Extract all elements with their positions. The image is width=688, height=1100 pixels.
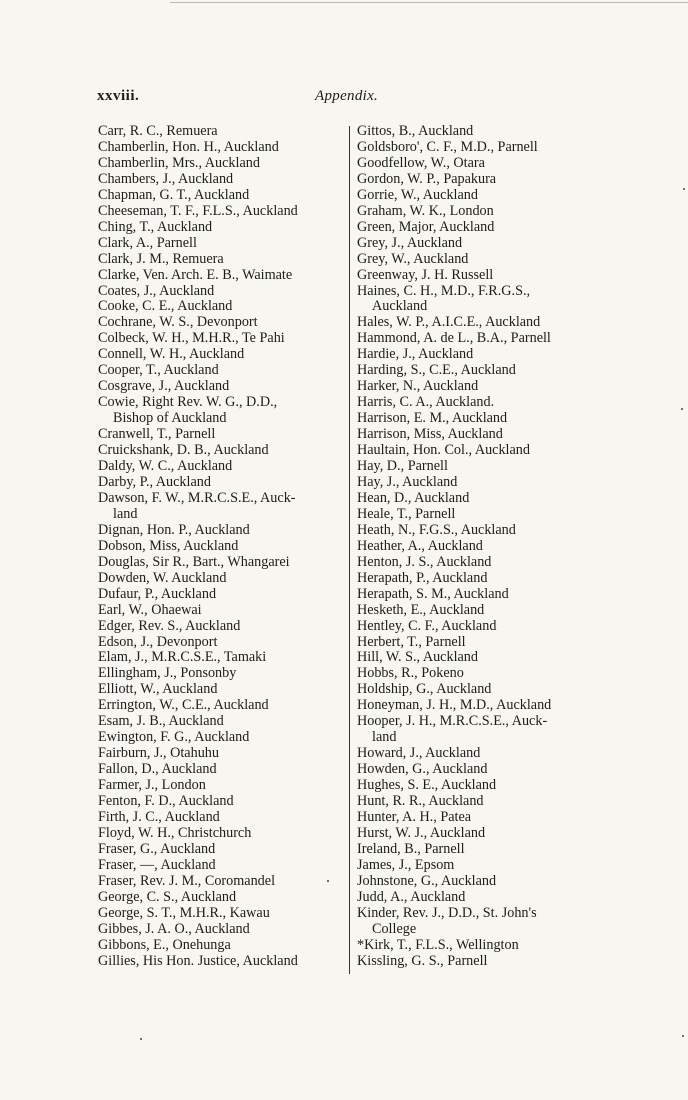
list-entry — [357, 491, 609, 507]
entry-line: Bishop of Auckland — [113, 410, 227, 427]
entry-line: Floyd, W. H., Christchurch — [98, 824, 252, 841]
entry-line: Judd, A., Auckland — [357, 888, 466, 905]
entry-line: Chamberlin, Mrs., Auckland — [98, 154, 260, 171]
entry-line: Haultain, Hon. Col., Auckland — [357, 442, 530, 459]
entry-line: Dufaur, P., Auckland — [98, 585, 217, 602]
list-entry — [98, 252, 350, 268]
list-entry — [357, 810, 609, 826]
entry-line: Edson, J., Devonport — [98, 633, 218, 650]
running-title: Appendix. — [315, 88, 379, 104]
entry-line: College — [372, 920, 417, 937]
entry-line: Edger, Rev. S., Auckland — [98, 617, 241, 634]
entry-line: Harrison, E. M., Auckland — [357, 410, 508, 427]
list-entry — [357, 507, 609, 523]
list-entry — [357, 635, 609, 651]
entry-line: Dobson, Miss, Auckland — [98, 537, 239, 554]
entry-line: Chapman, G. T., Auckland — [98, 186, 250, 203]
entry-line: Harrison, Miss, Auckland — [357, 426, 503, 443]
entry-line: Grey, W., Auckland — [357, 250, 469, 267]
list-entry — [357, 379, 609, 395]
entry-line: Darby, P., Auckland — [98, 473, 211, 490]
entry-line: Chamberlin, Hon. H., Auckland — [98, 138, 279, 155]
entry-line: Herbert, T., Parnell — [357, 633, 466, 650]
list-entry — [98, 331, 350, 347]
entry-line: Green, Major, Auckland — [357, 218, 495, 235]
list-entry — [98, 826, 350, 842]
list-entry — [98, 188, 350, 204]
list-entry — [357, 698, 609, 714]
list-entry — [357, 938, 609, 954]
entry-line: Coates, J., Auckland — [98, 282, 215, 299]
list-entry — [357, 539, 609, 555]
entry-line: Colbeck, W. H., M.H.R., Te Pahi — [98, 330, 285, 347]
entry-line: Connell, W. H., Auckland — [98, 346, 245, 363]
entry-line: Hales, W. P., A.I.C.E., Auckland — [357, 314, 541, 331]
list-entry — [357, 268, 609, 284]
list-entry — [98, 666, 350, 682]
entry-line: James, J., Epsom — [357, 856, 455, 873]
entry-line: Fallon, D., Auckland — [98, 761, 217, 778]
entry-line: Fenton, F. D., Auckland — [98, 793, 234, 810]
entry-line: George, S. T., M.H.R., Kawau — [98, 904, 270, 921]
list-entry — [98, 635, 350, 651]
entry-line: Carr, R. C., Remuera — [98, 123, 218, 139]
list-entry — [357, 587, 609, 603]
list-entry — [98, 890, 350, 906]
entry-line: Howard, J., Auckland — [357, 745, 481, 762]
page-number: xxviii. — [97, 88, 140, 104]
entry-line: Hughes, S. E., Auckland — [357, 777, 497, 794]
list-entry — [98, 858, 350, 874]
list-entry — [98, 395, 350, 427]
entry-line: Earl, W., Ohaewai — [98, 601, 202, 618]
entry-line: Gibbes, J. A. O., Auckland — [98, 920, 250, 937]
entry-line: Fraser, —, Auckland — [98, 856, 216, 873]
entry-line: Hammond, A. de L., B.A., Parnell — [357, 330, 551, 347]
list-entry — [98, 140, 350, 156]
entry-line: Hill, W. S., Auckland — [357, 649, 478, 666]
list-entry — [357, 650, 609, 666]
list-entry — [357, 124, 609, 140]
list-entry — [98, 842, 350, 858]
list-entry — [357, 315, 609, 331]
list-entry — [98, 906, 350, 922]
list-entry — [357, 954, 609, 970]
entry-line: Clark, A., Parnell — [98, 234, 197, 251]
entry-line: Dawson, F. W., M.R.C.S.E., Auck- — [98, 489, 296, 506]
list-entry — [357, 619, 609, 635]
list-entry — [98, 587, 350, 603]
entry-line: Heale, T., Parnell — [357, 505, 456, 522]
entry-line: Hunt, R. R., Auckland — [357, 793, 484, 810]
entry-line: Dowden, W. Auckland — [98, 569, 227, 586]
list-entry — [357, 603, 609, 619]
entry-line: Harris, C. A., Auckland. — [357, 394, 495, 411]
list-entry — [357, 427, 609, 443]
list-entry — [98, 762, 350, 778]
entry-line: Goldsboro', C. F., M.D., Parnell — [357, 138, 538, 155]
entry-line: Clark, J. M., Remuera — [98, 250, 224, 267]
page-header — [97, 88, 567, 110]
entry-line: Greenway, J. H. Russell — [357, 266, 494, 283]
list-entry — [98, 938, 350, 954]
list-entry — [98, 443, 350, 459]
entry-line: Johnstone, G., Auckland — [357, 872, 497, 889]
entry-line: Ching, T., Auckland — [98, 218, 213, 235]
entry-line: Hentley, C. F., Auckland — [357, 617, 497, 634]
list-entry — [98, 714, 350, 730]
entry-line: Hooper, J. H., M.R.C.S.E., Auck- — [357, 713, 548, 730]
list-entry — [98, 954, 350, 970]
list-entry — [357, 284, 609, 316]
list-entry — [357, 890, 609, 906]
list-entry — [98, 427, 350, 443]
list-entry — [357, 682, 609, 698]
list-entry — [98, 284, 350, 300]
list-entry — [357, 571, 609, 587]
left-column — [98, 124, 350, 970]
list-entry — [357, 140, 609, 156]
list-entry — [357, 794, 609, 810]
entry-line: Hay, J., Auckland — [357, 473, 458, 490]
list-entry — [98, 299, 350, 315]
list-entry — [98, 698, 350, 714]
entry-line: land — [372, 729, 397, 746]
list-entry — [357, 475, 609, 491]
entry-line: Goodfellow, W., Otara — [357, 154, 485, 171]
entry-line: Daldy, W. C., Auckland — [98, 458, 233, 475]
entry-line: Cosgrave, J., Auckland — [98, 378, 230, 395]
top-edge-line — [170, 2, 688, 3]
list-entry — [357, 746, 609, 762]
entry-line: Hay, D., Parnell — [357, 458, 448, 475]
entry-line: Gordon, W. P., Papakura — [357, 170, 497, 187]
list-entry — [357, 714, 609, 746]
list-entry — [357, 395, 609, 411]
list-entry — [357, 459, 609, 475]
list-entry — [98, 523, 350, 539]
column-divider — [349, 126, 350, 974]
list-entry — [98, 778, 350, 794]
list-entry — [357, 172, 609, 188]
entry-line: Cruickshank, D. B., Auckland — [98, 442, 269, 459]
entry-line: Graham, W. K., London — [357, 202, 494, 219]
entry-line: Kissling, G. S., Parnell — [357, 952, 488, 969]
list-entry — [98, 682, 350, 698]
list-entry — [98, 603, 350, 619]
entry-line: Hurst, W. J., Auckland — [357, 824, 486, 841]
margin-speck — [681, 408, 683, 410]
entry-line: Ireland, B., Parnell — [357, 840, 465, 857]
list-entry — [98, 379, 350, 395]
list-entry — [98, 315, 350, 331]
list-entry — [357, 156, 609, 172]
entry-line: Esam, J. B., Auckland — [98, 713, 224, 730]
entry-line: Hobbs, R., Pokeno — [357, 665, 464, 682]
margin-speck — [327, 880, 329, 882]
list-entry — [357, 331, 609, 347]
entry-line: Heather, A., Auckland — [357, 537, 483, 554]
list-entry — [98, 922, 350, 938]
entry-line: Cochrane, W. S., Devonport — [98, 314, 258, 331]
list-entry — [98, 475, 350, 491]
list-entry — [98, 539, 350, 555]
list-entry — [357, 236, 609, 252]
entry-line: Clarke, Ven. Arch. E. B., Waimate — [98, 266, 293, 283]
list-entry — [98, 459, 350, 475]
entry-line: Henton, J. S., Auckland — [357, 553, 492, 570]
list-entry — [98, 619, 350, 635]
entry-line: Honeyman, J. H., M.D., Auckland — [357, 697, 552, 714]
entry-line: Howden, G., Auckland — [357, 761, 488, 778]
entry-line: Ewington, F. G., Auckland — [98, 729, 250, 746]
list-entry — [357, 666, 609, 682]
list-entry — [357, 188, 609, 204]
list-entry — [98, 794, 350, 810]
entry-line: Harding, S., C.E., Auckland — [357, 362, 516, 379]
entry-line: Firth, J. C., Auckland — [98, 808, 220, 825]
list-entry — [357, 252, 609, 268]
list-entry — [98, 650, 350, 666]
entry-line: Holdship, G., Auckland — [357, 681, 492, 698]
list-entry — [357, 220, 609, 236]
entry-line: Grey, J., Auckland — [357, 234, 463, 251]
list-entry — [98, 268, 350, 284]
list-entry — [357, 826, 609, 842]
list-entry — [98, 571, 350, 587]
list-entry — [357, 443, 609, 459]
list-entry — [357, 411, 609, 427]
list-entry — [98, 363, 350, 379]
entry-line: Gillies, His Hon. Justice, Auckland — [98, 952, 298, 969]
list-entry — [357, 762, 609, 778]
entry-line: Ellingham, J., Ponsonby — [98, 665, 237, 682]
list-entry — [98, 347, 350, 363]
list-entry — [357, 906, 609, 938]
entry-line: Errington, W., C.E., Auckland — [98, 697, 269, 714]
list-entry — [357, 347, 609, 363]
list-entry — [98, 491, 350, 523]
list-entry — [98, 874, 350, 890]
list-entry — [98, 220, 350, 236]
margin-speck — [683, 188, 685, 190]
entry-line: Cooper, T., Auckland — [98, 362, 219, 379]
entry-line: Cranwell, T., Parnell — [98, 426, 216, 443]
list-entry — [357, 874, 609, 890]
entry-line: Farmer, J., London — [98, 777, 206, 794]
list-entry — [357, 842, 609, 858]
right-column — [357, 124, 609, 970]
entry-line: Fraser, Rev. J. M., Coromandel — [98, 872, 276, 889]
entry-line: Heath, N., F.G.S., Auckland — [357, 521, 516, 538]
entry-line: Elliott, W., Auckland — [98, 681, 218, 698]
list-entry — [98, 810, 350, 826]
entry-line: Harker, N., Auckland — [357, 378, 479, 395]
entry-line: Gorrie, W., Auckland — [357, 186, 478, 203]
list-entry — [357, 363, 609, 379]
entry-line: Haines, C. H., M.D., F.R.G.S., — [357, 282, 531, 299]
entry-line: Dignan, Hon. P., Auckland — [98, 521, 250, 538]
entry-line: Chambers, J., Auckland — [98, 170, 234, 187]
list-entry — [98, 124, 350, 140]
entry-line: land — [113, 505, 138, 522]
entry-line: Gittos, B., Auckland — [357, 123, 474, 139]
entry-line: Elam, J., M.R.C.S.E., Tamaki — [98, 649, 267, 666]
entry-line: Gibbons, E., Onehunga — [98, 936, 231, 953]
entry-line: Herapath, P., Auckland — [357, 569, 488, 586]
entry-line: Hean, D., Auckland — [357, 489, 470, 506]
entry-line: Fraser, G., Auckland — [98, 840, 216, 857]
list-entry — [98, 236, 350, 252]
margin-speck — [682, 1035, 684, 1037]
entry-line: Cooke, C. E., Auckland — [98, 298, 233, 315]
entry-line: George, C. S., Auckland — [98, 888, 237, 905]
entry-line: Herapath, S. M., Auckland — [357, 585, 509, 602]
list-entry — [357, 555, 609, 571]
list-entry — [98, 555, 350, 571]
entry-line: Kinder, Rev. J., D.D., St. John's — [357, 904, 537, 921]
entry-line: Hardie, J., Auckland — [357, 346, 474, 363]
margin-speck — [140, 1038, 142, 1040]
list-entry — [98, 730, 350, 746]
entry-line: Cowie, Right Rev. W. G., D.D., — [98, 394, 278, 411]
list-entry — [357, 523, 609, 539]
list-entry — [98, 156, 350, 172]
list-entry — [357, 204, 609, 220]
list-entry — [357, 858, 609, 874]
list-entry — [357, 778, 609, 794]
list-entry — [98, 172, 350, 188]
list-entry — [98, 746, 350, 762]
entry-line: Douglas, Sir R., Bart., Whangarei — [98, 553, 290, 570]
entry-line: Hesketh, E., Auckland — [357, 601, 485, 618]
entry-line: Hunter, A. H., Patea — [357, 808, 472, 825]
list-entry — [98, 204, 350, 220]
entry-line: *Kirk, T., F.L.S., Wellington — [357, 936, 519, 953]
entry-line: Fairburn, J., Otahuhu — [98, 745, 219, 762]
entry-line: Auckland — [372, 298, 428, 315]
entry-line: Cheeseman, T. F., F.L.S., Auckland — [98, 202, 298, 219]
